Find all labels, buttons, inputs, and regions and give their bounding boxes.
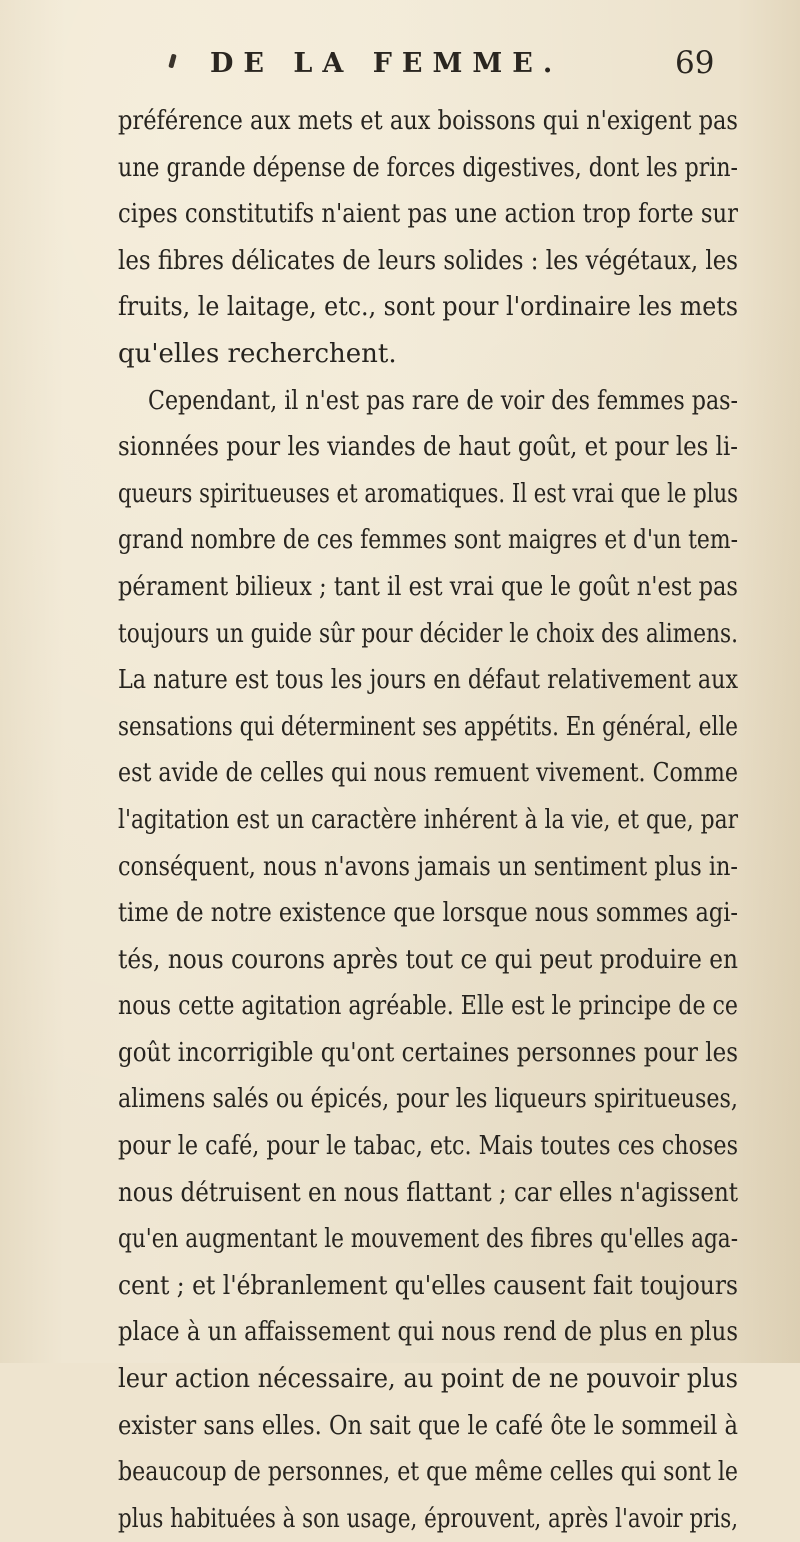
- text-line: beaucoup de personnes, et que même celles qui sont le: [118, 1457, 738, 1488]
- paragraph-start-line: Cependant, il n'est pas rare de voir des femmes pas-: [148, 385, 738, 416]
- page-header: [0, 42, 800, 92]
- text-line: qu'en augmentant le mouvement des fibres qu'elles aga-: [118, 1224, 738, 1255]
- text-line: time de notre existence que lorsque nous sommes agi-: [118, 898, 738, 929]
- text-line: exister sans elles. On sait que le café ôte le sommeil à: [118, 1410, 738, 1441]
- text-line: conséquent, nous n'avons jamais un sentiment plus in-: [118, 851, 738, 882]
- text-line: leur action nécessaire, au point de ne pouvoir plus: [118, 1364, 738, 1395]
- text-line: une grande dépense de forces digestives, dont les prin-: [118, 152, 738, 183]
- text-line: fruits, le laitage, etc., sont pour l'ordinaire les mets: [118, 292, 738, 323]
- text-line: préférence aux mets et aux boissons qui n'exigent pas: [118, 106, 738, 136]
- text-line: cipes constitutifs n'aient pas une action trop forte sur: [118, 199, 738, 230]
- text-line: nous cette agitation agréable. Elle est le principe de ce: [118, 991, 738, 1022]
- running-title: DE LA FEMME.: [210, 48, 563, 79]
- text-line: queurs spiritueuses et aromatiques. Il est vrai que le plus: [118, 478, 738, 509]
- text-line: qu'elles recherchent.: [118, 338, 397, 369]
- ink-mark: [168, 54, 176, 69]
- text-line: les fibres délicates de leurs solides : les végétaux, les: [118, 245, 738, 276]
- text-line: est avide de celles qui nous remuent vivement. Comme: [118, 758, 738, 789]
- text-line: sionnées pour les viandes de haut goût, et pour les li-: [118, 432, 738, 463]
- text-line: alimens salés ou épicés, pour les liqueurs spiritueuses,: [118, 1084, 738, 1115]
- text-line: grand nombre de ces femmes sont maigres et d'un tem-: [118, 525, 738, 556]
- text-line: sensations qui déterminent ses appétits. En général, elle: [118, 711, 738, 742]
- text-line: tés, nous courons après tout ce qui peut produire en: [118, 944, 738, 975]
- text-line: place à un affaissement qui nous rend de plus en plus: [118, 1317, 738, 1348]
- page-number: 69: [675, 45, 715, 81]
- text-line: l'agitation est un caractère inhérent à la vie, et que, par: [118, 804, 738, 835]
- text-line: toujours un guide sûr pour décider le choix des alimens.: [118, 618, 738, 649]
- body-text: [118, 98, 738, 1542]
- text-line: pour le café, pour le tabac, etc. Mais toutes ces choses: [118, 1131, 738, 1162]
- text-line: goût incorrigible qu'ont certaines personnes pour les: [118, 1037, 738, 1068]
- text-line: pérament bilieux ; tant il est vrai que le goût n'est pas: [118, 571, 738, 602]
- text-line: plus habituées à son usage, éprouvent, après l'avoir pris,: [118, 1503, 738, 1534]
- text-line: La nature est tous les jours en défaut relativement aux: [118, 665, 738, 696]
- text-line: nous détruisent en nous flattant ; car elles n'agissent: [118, 1177, 738, 1208]
- text-line: cent ; et l'ébranlement qu'elles causent fait toujours: [118, 1270, 738, 1301]
